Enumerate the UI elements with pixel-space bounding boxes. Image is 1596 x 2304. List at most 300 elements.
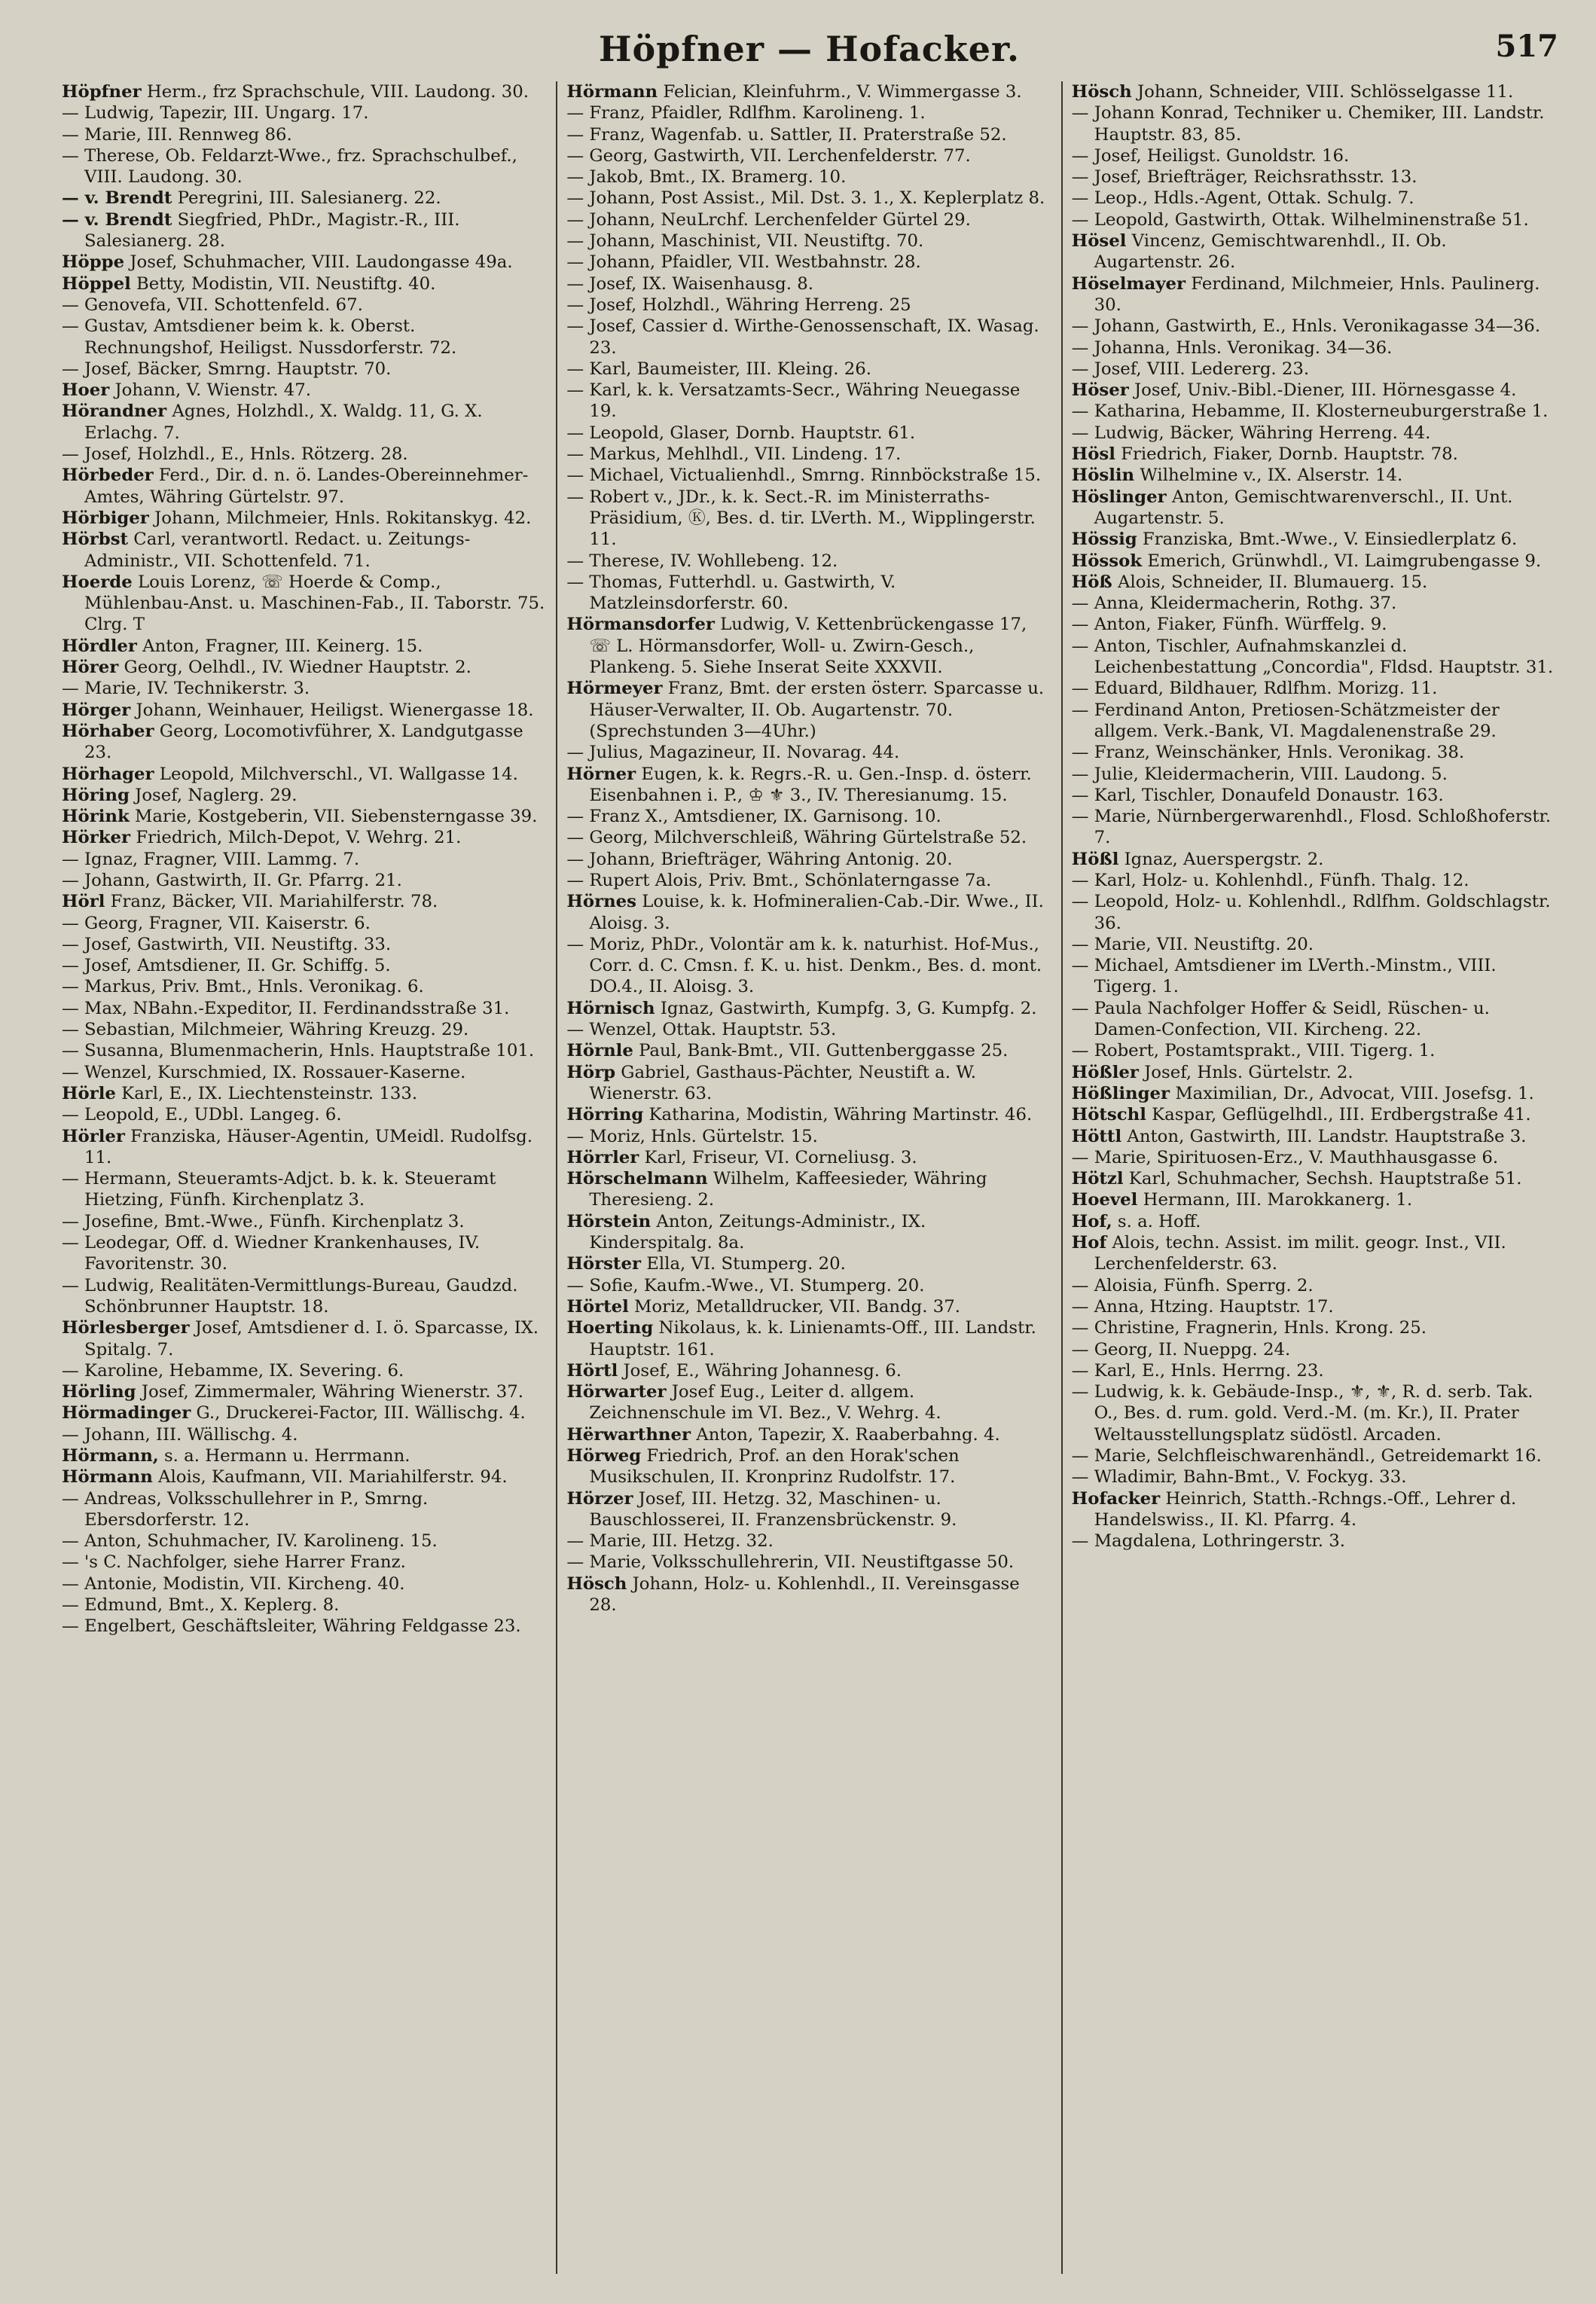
entry-details: — Susanna, Blumenmacherin, Hnls. Hauptstraße 101. — [62, 1041, 535, 1061]
directory-entry — [62, 209, 547, 252]
entry-details: Kaspar, Geflügelhdl., III. Erdbergstraße 41. — [1146, 1105, 1531, 1125]
entry-details: Louise, k. k. Hofmineralien-Cab.-Dir. Wwe., II. Aloisg. 3. — [589, 892, 1044, 933]
entry-surname: Hörmadinger — [62, 1403, 191, 1424]
directory-entry — [566, 1317, 1051, 1360]
entry-details: Siegfried, PhDr., Magistr.-R., III. Salesianerg. 28. — [84, 209, 460, 252]
entry-details: — Ignaz, Fragner, VIII. Lammg. 7. — [62, 849, 360, 869]
directory-entry — [62, 1381, 547, 1402]
entry-surname: Hörp — [566, 1062, 616, 1082]
entry-details: Ella, VI. Stumperg. 20. — [640, 1254, 846, 1274]
directory-entry — [62, 465, 547, 508]
column-middle — [556, 81, 1060, 2274]
entry-details: Anton, Gemischtwarenverschl., II. Unt. Augartenstr. 5. — [1094, 487, 1513, 528]
entry-details: Josef, Univ.-Bibl.-Diener, III. Hörnesgasse 4. — [1128, 380, 1517, 401]
entry-surname: Hörger — [62, 700, 131, 720]
entry-surname: Höß — [1071, 572, 1112, 592]
entry-surname: Hösel — [1071, 231, 1127, 252]
entry-surname: Hörnisch — [566, 998, 655, 1018]
entry-surname: Hösl — [1071, 444, 1115, 465]
entry-surname: Höppe — [62, 252, 125, 273]
directory-entry — [62, 721, 547, 764]
entry-surname: Hörker — [62, 828, 131, 848]
directory-entry — [1072, 785, 1557, 806]
entry-details: — Michael, Amtsdiener im LVerth.-Minstm., VIII. Tigerg. 1. — [1071, 956, 1497, 997]
directory-entry — [1072, 359, 1557, 380]
directory-entry — [1072, 1104, 1557, 1125]
directory-entry — [566, 444, 1051, 465]
directory-entry — [566, 81, 1051, 102]
entry-surname: Hördler — [62, 636, 137, 656]
directory-entry — [1072, 1445, 1557, 1466]
entry-details: — Anton, Schuhmacher, IV. Karolineng. 15. — [62, 1531, 438, 1552]
directory-entry — [1072, 1211, 1557, 1232]
directory-entry — [566, 614, 1051, 678]
directory-entry — [566, 273, 1051, 294]
directory-entry — [62, 764, 547, 785]
directory-entry — [566, 1168, 1051, 1211]
entry-details: — Andreas, Volksschullehrer in P., Smrng. Ebersdorferstr. 12. — [62, 1488, 429, 1530]
entry-details: Maximilian, Dr., Advocat, VIII. Josefsg. 1. — [1170, 1083, 1534, 1103]
directory-entry — [566, 806, 1051, 827]
directory-entry — [62, 891, 547, 912]
entry-details: Herm., frz Sprachschule, VIII. Laudong. 30. — [141, 82, 529, 102]
directory-entry — [1072, 849, 1557, 870]
entry-surname: Hörink — [62, 807, 130, 827]
entry-details: — 's C. Nachfolger, siehe Harrer Franz. — [62, 1552, 406, 1573]
entry-details: s. a. Hoff. — [1112, 1211, 1201, 1231]
entry-details: — Josef, VIII. Ledererg. 23. — [1071, 359, 1310, 379]
directory-entry — [62, 1360, 547, 1381]
entry-details: — Josef, Gastwirth, VII. Neustiftg. 33. — [62, 934, 392, 954]
entry-details: — Marie, Spirituosen-Erz., V. Mauthhausgasse 6. — [1071, 1147, 1499, 1167]
directory-entry — [566, 1040, 1051, 1061]
entry-details: — Johann, Gastwirth, II. Gr. Pfarrg. 21. — [62, 870, 402, 890]
entry-surname: Hoer — [62, 380, 110, 401]
entry-details: — Rupert Alois, Priv. Bmt., Schönlaterngasse 7a. — [566, 870, 992, 890]
entry-details: — Moriz, PhDr., Volontär am k. k. naturhist. Hof-Mus., Corr. d. C. Cmsn. f. K. u. hist. Denkm., Bes. d. mont. DO.4., II. Aloisg. 3. — [566, 934, 1042, 997]
entry-details: — Karl, Tischler, Donaufeld Donaustr. 163. — [1071, 785, 1444, 805]
entry-details: — Josef, Bäcker, Smrng. Hauptstr. 70. — [62, 359, 392, 379]
entry-details: — Christine, Fragnerin, Hnls. Krong. 25. — [1071, 1318, 1427, 1338]
directory-entry — [62, 1445, 547, 1466]
entry-details: — Antonie, Modistin, VII. Kircheng. 40. — [62, 1573, 405, 1594]
entry-surname: — v. Brendt — [62, 188, 172, 209]
directory-entry — [62, 1402, 547, 1424]
entry-details: — Johann, III. Wällischg. 4. — [62, 1424, 298, 1445]
directory-entry — [566, 1275, 1051, 1296]
entry-surname: Hörandner — [62, 401, 167, 422]
directory-entry — [1072, 1360, 1557, 1381]
entry-surname: Hörbst — [62, 529, 129, 550]
directory-entry — [1072, 465, 1557, 486]
directory-entry — [1072, 1083, 1557, 1104]
directory-entry — [566, 891, 1051, 934]
directory-entry — [62, 1594, 547, 1616]
entry-details: — Johann, NeuLrchf. Lerchenfelder Gürtel 29. — [566, 209, 971, 230]
entry-details: — Ludwig, Realitäten-Vermittlungs-Bureau, Gaudzd. Schönbrunner Hauptstr. 18. — [62, 1275, 518, 1317]
entry-details: — Aloisia, Fünfh. Sperrg. 2. — [1071, 1275, 1314, 1295]
page-number: 517 — [1495, 29, 1558, 64]
directory-entry — [566, 316, 1051, 359]
directory-entry — [1072, 423, 1557, 444]
entry-details: — Anton, Fiaker, Fünfh. Würffelg. 9. — [1071, 615, 1387, 635]
directory-entry — [566, 1147, 1051, 1168]
entry-details: — Wladimir, Bahn-Bmt., V. Fockyg. 33. — [1071, 1467, 1407, 1488]
entry-details: — Therese, Ob. Feldarzt-Wwe., frz. Sprachschulbef., VIII. Laudong. 30. — [62, 145, 517, 188]
directory-entry — [1072, 742, 1557, 763]
directory-entry — [62, 273, 547, 294]
directory-entry — [566, 1253, 1051, 1274]
directory-entry — [62, 1232, 547, 1275]
entry-details: Louis Lorenz, ☏ Hoerde & Comp., Mühlenbau-Anst. u. Maschinen-Fab., II. Taborstr. 75. Clrg. T — [84, 572, 545, 635]
directory-entry — [566, 102, 1051, 124]
entry-details: — Thomas, Futterhdl. u. Gastwirth, V. Matzleinsdorferstr. 60. — [566, 572, 896, 614]
directory-entry — [566, 465, 1051, 486]
directory-entry — [62, 1552, 547, 1573]
entry-details: — Marie, Volksschullehrerin, VII. Neustiftgasse 50. — [566, 1552, 1015, 1573]
entry-details: — Julie, Kleidermacherin, VIII. Laudong. 5. — [1071, 764, 1448, 784]
entry-details: — Leopold, Gastwirth, Ottak. Wilhelminenstraße 51. — [1071, 209, 1529, 230]
entry-details: Georg, Oelhdl., IV. Wiedner Hauptstr. 2. — [118, 658, 471, 678]
entry-details: Ferdinand, Milchmeier, Hnls. Paulinerg. 30. — [1094, 273, 1540, 315]
directory-entry — [62, 508, 547, 529]
directory-entry — [566, 678, 1051, 742]
entry-details: — Sofie, Kaufm.-Wwe., VI. Stumperg. 20. — [566, 1275, 925, 1295]
directory-entry — [566, 934, 1051, 998]
entry-details: — Engelbert, Geschäftsleiter, Währing Feldgasse 23. — [62, 1616, 521, 1637]
entry-details: — Josef, Holzhdl., E., Hnls. Rötzerg. 28. — [62, 444, 408, 465]
entry-surname: Hof — [1071, 1233, 1107, 1253]
directory-entry — [566, 1360, 1051, 1381]
entry-details: G., Druckerei-Factor, III. Wällischg. 4. — [191, 1403, 526, 1424]
entry-details: Josef, III. Hetzg. 32, Maschinen- u. Bauschlosserei, II. Franzensbrückenstr. 9. — [589, 1488, 957, 1530]
directory-entry — [566, 551, 1051, 572]
entry-details: — Hermann, Steueramts-Adjct. b. k. k. Steueramt Hietzing, Fünfh. Kirchenplatz 3. — [62, 1169, 496, 1210]
directory-entry — [1072, 316, 1557, 337]
entry-details: — Johann, Pfaidler, VII. Westbahnstr. 28. — [566, 252, 921, 273]
directory-entry — [62, 785, 547, 806]
entry-surname: Höslin — [1071, 465, 1135, 486]
entry-details: Friedrich, Fiaker, Dornb. Hauptstr. 78. — [1115, 444, 1458, 465]
entry-details: Friedrich, Milch-Depot, V. Wehrg. 21. — [130, 828, 462, 848]
entry-details: Felician, Kleinfuhrm., V. Wimmergasse 3. — [658, 82, 1022, 102]
entry-details: — Edmund, Bmt., X. Keplerg. 8. — [62, 1595, 340, 1616]
entry-details: Eugen, k. k. Regrs.-R. u. Gen.-Insp. d. österr. Eisenbahnen i. P., ♔ ⚜ 3., IV. Theresianumg. 15. — [589, 764, 1032, 805]
column-left — [53, 81, 556, 2274]
directory-entry — [1072, 1126, 1557, 1147]
directory-entry — [62, 145, 547, 188]
entry-surname: Hörner — [566, 764, 636, 784]
entry-details: — Leop., Hdls.-Agent, Ottak. Schulg. 7. — [1071, 188, 1414, 209]
directory-entry — [566, 998, 1051, 1019]
directory-entry — [1072, 1296, 1557, 1317]
directory-entry — [1072, 1381, 1557, 1445]
directory-entry — [62, 955, 547, 976]
directory-entry — [62, 636, 547, 657]
entry-details: — Robert v., JDr., k. k. Sect.-R. im Ministerraths-Präsidium, Ⓚ, Bes. d. tir. LVerth. M., Wipplingerstr. 11. — [566, 487, 1036, 550]
directory-entry — [566, 827, 1051, 848]
entry-surname: Hörmann, — [62, 1446, 159, 1466]
entry-surname: Hörmansdorfer — [566, 615, 715, 635]
entry-details: Karl, Schuhmacher, Sechsh. Hauptstraße 51. — [1123, 1169, 1522, 1189]
directory-entry — [1072, 636, 1557, 679]
entry-details: — Paula Nachfolger Hoffer & Seidl, Rüschen- u. Damen-Confection, VII. Kircheng. 22. — [1071, 998, 1490, 1040]
directory-entry — [1072, 337, 1557, 359]
entry-details: — Marie, Nürnbergerwarenhdl., Flosd. Schloßhoferstr. 7. — [1071, 807, 1552, 848]
entry-details: Carl, verantwortl. Redact. u. Zeitungs-Administr., VII. Schottenfeld. 71. — [84, 529, 471, 571]
directory-entry — [566, 1488, 1051, 1531]
directory-entry — [1072, 1168, 1557, 1189]
entry-surname: Höselmayer — [1071, 273, 1186, 294]
directory-entry — [62, 81, 547, 102]
running-head: Höpfner — Hofacker. — [599, 29, 1020, 69]
entry-surname: Hörtl — [566, 1360, 618, 1381]
entry-surname: Höser — [1071, 380, 1129, 401]
entry-surname: Hörzer — [566, 1488, 633, 1509]
directory-entry — [566, 1126, 1051, 1147]
directory-entry — [566, 1211, 1051, 1254]
directory-entry — [1072, 1147, 1557, 1168]
entry-surname: Hörweg — [566, 1446, 642, 1466]
entry-surname: Hoerting — [566, 1318, 654, 1338]
entry-details: — Anton, Tischler, Aufnahmskanzlei d. Leichenbestattung „Concordia", Fldsd. Hauptstr. 31. — [1071, 636, 1554, 678]
directory-entry — [1072, 529, 1557, 550]
directory-entry — [1072, 678, 1557, 699]
entry-surname: Hörler — [62, 1126, 125, 1146]
entry-surname: Hörstein — [566, 1211, 652, 1231]
directory-entry — [566, 1424, 1051, 1445]
directory-entry — [1072, 551, 1557, 572]
entry-details: — Anna, Kleidermacherin, Rothg. 37. — [1071, 594, 1397, 614]
entry-details: Wilhelmine v., IX. Alserstr. 14. — [1134, 465, 1403, 486]
entry-surname: Hörschelmann — [566, 1169, 708, 1189]
entry-surname: Hërwarthner — [566, 1424, 691, 1445]
entry-details: — Franz X., Amtsdiener, IX. Garnisong. 10. — [566, 807, 941, 827]
directory-entry — [62, 572, 547, 636]
entry-details: — Michael, Victualienhdl., Smrng. Rinnböckstraße 15. — [566, 465, 1042, 486]
entry-surname: Hössig — [1071, 529, 1137, 550]
directory-entry — [1072, 102, 1557, 145]
directory-entry — [566, 294, 1051, 316]
entry-surname: Höpfner — [62, 82, 142, 102]
entry-details: Anton, Tapezir, X. Raaberbahng. 4. — [690, 1424, 1000, 1445]
entry-details: — Josef, Heiligst. Gunoldstr. 16. — [1071, 145, 1350, 166]
entry-details: — Karl, E., Hnls. Herrng. 23. — [1071, 1360, 1324, 1381]
directory-entry — [1072, 1317, 1557, 1338]
directory-entry — [1072, 1339, 1557, 1360]
entry-details: Agnes, Holzhdl., X. Waldg. 11, G. X. Erlachg. 7. — [84, 401, 483, 443]
entry-details: Ferd., Dir. d. n. ö. Landes-Obereinnehmer-Amtes, Währing Gürtelstr. 97. — [84, 465, 529, 507]
entry-details: — Franz, Weinschänker, Hnls. Veronikag. 38. — [1071, 743, 1465, 763]
entry-details: Marie, Kostgeberin, VII. Siebensterngasse 39. — [129, 807, 538, 827]
entry-details: — Eduard, Bildhauer, Rdlfhm. Morizg. 11. — [1071, 679, 1438, 699]
entry-details: Josef, E., Währing Johannesg. 6. — [618, 1360, 902, 1381]
entry-details: — Marie, Selchfleischwarenhändl., Getreidemarkt 16. — [1071, 1446, 1542, 1466]
directory-entry — [62, 124, 547, 145]
entry-details: Heinrich, Statth.-Rchngs.-Off., Lehrer d. Handelswiss., II. Kl. Pfarrg. 4. — [1094, 1488, 1517, 1530]
directory-entry — [1072, 487, 1557, 529]
directory-entry — [62, 1062, 547, 1083]
entry-surname: Hößler — [1071, 1062, 1139, 1082]
directory-entry — [566, 870, 1051, 891]
entry-details: Josef, Amtsdiener d. I. ö. Sparcasse, IX. Spitalg. 7. — [84, 1318, 539, 1360]
directory-entry — [566, 145, 1051, 166]
directory-entry — [62, 316, 547, 359]
entry-details: Leopold, Milchverschl., VI. Wallgasse 14. — [154, 764, 518, 784]
entry-surname: Hötzl — [1071, 1169, 1124, 1189]
directory-entry — [566, 380, 1051, 423]
directory-entry — [62, 294, 547, 316]
directory-entry — [62, 1275, 547, 1318]
entry-details: — Moriz, Hnls. Gürtelstr. 15. — [566, 1126, 818, 1146]
entry-details: Alois, Schneider, II. Blumauerg. 15. — [1112, 572, 1428, 592]
entry-surname: Hörle — [62, 1083, 116, 1103]
directory-entry — [566, 230, 1051, 252]
entry-details: — Marie, III. Rennweg 86. — [62, 124, 292, 145]
entry-details: — Georg, Fragner, VII. Kaiserstr. 6. — [62, 913, 371, 933]
directory-entry — [62, 1530, 547, 1552]
entry-details: Alois, Kaufmann, VII. Mariahilferstr. 94. — [152, 1467, 508, 1488]
directory-entry — [566, 1573, 1051, 1616]
entry-details: — Jakob, Bmt., IX. Bramerg. 10. — [566, 167, 847, 188]
directory-entry — [62, 529, 547, 572]
entry-surname: Hössok — [1071, 551, 1143, 571]
directory-entry — [62, 1466, 547, 1488]
directory-entry — [62, 1040, 547, 1061]
entry-surname: Höslinger — [1071, 487, 1167, 507]
entry-surname: Hofacker — [1071, 1488, 1161, 1509]
directory-entry — [62, 1488, 547, 1531]
directory-entry — [1072, 998, 1557, 1041]
entry-details: — Georg, Milchverschleiß, Währing Gürtelstraße 52. — [566, 828, 1027, 848]
directory-entry — [1072, 1466, 1557, 1488]
directory-entry — [1072, 273, 1557, 316]
directory-entry — [1072, 81, 1557, 102]
directory-entry — [566, 742, 1051, 763]
entry-details: — Gustav, Amtsdiener beim k. k. Oberst. Rechnungshof, Heiligst. Nussdorferstr. 72. — [62, 316, 457, 358]
directory-entry — [62, 444, 547, 465]
entry-details: — Leopold, Glaser, Dornb. Hauptstr. 61. — [566, 423, 916, 443]
entry-details: — Genovefa, VII. Schottenfeld. 67. — [62, 294, 363, 315]
entry-details: Hermann, III. Marokkanerg. 1. — [1137, 1190, 1413, 1210]
directory-entry — [1072, 614, 1557, 635]
entry-details: — Josef, Holzhdl., Währing Herreng. 25 — [566, 294, 911, 315]
directory-entry — [1072, 764, 1557, 785]
entry-details: — Johanna, Hnls. Veronikag. 34—36. — [1071, 337, 1393, 358]
entry-surname: Höring — [62, 785, 130, 805]
directory-entry — [62, 1019, 547, 1040]
directory-entry — [566, 1062, 1051, 1105]
directory-entry — [62, 252, 547, 273]
entry-details: Johann, Holz- u. Kohlenhdl., II. Vereinsgasse 28. — [589, 1573, 1020, 1616]
entry-details: Karl, Friseur, VI. Corneliusg. 3. — [639, 1147, 917, 1167]
entry-details: — Ludwig, Tapezir, III. Ungarg. 17. — [62, 103, 369, 124]
directory-entry — [62, 934, 547, 955]
entry-surname: Hörmann — [62, 1467, 153, 1488]
entry-details: — Karoline, Hebamme, IX. Severing. 6. — [62, 1360, 404, 1381]
directory-entry — [1072, 891, 1557, 934]
entry-details: Franziska, Häuser-Agentin, UMeidl. Rudolfsg. 11. — [84, 1126, 533, 1167]
entry-details: Nikolaus, k. k. Linienamts-Off., III. Landstr. Hauptstr. 161. — [589, 1318, 1036, 1360]
directory-entry — [566, 252, 1051, 273]
directory-entry — [62, 827, 547, 848]
directory-entry — [62, 1616, 547, 1637]
entry-details: — Therese, IV. Wohllebeng. 12. — [566, 551, 838, 571]
entry-surname: Höttl — [1071, 1126, 1122, 1146]
directory-entry — [62, 188, 547, 209]
entry-details: — Josef, Cassier d. Wirthe-Genossenschaft, IX. Wasag. 23. — [566, 316, 1039, 358]
directory-entry — [566, 209, 1051, 230]
entry-details: Johann, Milchmeier, Hnls. Rokitanskyg. 42. — [148, 508, 532, 528]
directory-entry — [62, 976, 547, 997]
entry-details: Betty, Modistin, VII. Neustiftg. 40. — [130, 273, 436, 294]
entry-surname: Hörring — [566, 1105, 644, 1125]
directory-entry — [1072, 209, 1557, 230]
directory-entry — [1072, 230, 1557, 273]
entry-details: — Markus, Mehlhdl., VII. Lindeng. 17. — [566, 444, 902, 465]
entry-details: — Josef, Amtsdiener, II. Gr. Schiffg. 5. — [62, 956, 391, 976]
entry-details: Franz, Bäcker, VII. Mariahilferstr. 78. — [105, 892, 438, 912]
entry-details: — Leopold, Holz- u. Kohlenhdl., Rdlfhm. Goldschlagstr. 36. — [1071, 892, 1551, 933]
directory-entry — [62, 806, 547, 827]
entry-details: Ignaz, Auerspergstr. 2. — [1118, 849, 1324, 869]
directory-entry — [62, 1573, 547, 1594]
entry-details: — Karl, Holz- u. Kohlenhdl., Fünfh. Thalg. 12. — [1071, 870, 1469, 890]
entry-surname: Hörmann — [566, 82, 658, 102]
entry-details: Vincenz, Gemischtwarenhdl., II. Ob. Augartenstr. 26. — [1094, 231, 1447, 273]
directory-entry — [566, 1019, 1051, 1040]
entry-details: — Ludwig, Bäcker, Währing Herreng. 44. — [1071, 423, 1431, 443]
directory-entry — [1072, 401, 1557, 422]
entry-details: Franziska, Bmt.-Wwe., V. Einsiedlerplatz 6. — [1137, 529, 1518, 550]
entry-details: Josef Eug., Leiter d. allgem. Zeichnenschule im VI. Bez., V. Wehrg. 4. — [589, 1382, 941, 1424]
entry-details: — Marie, III. Hetzg. 32. — [566, 1531, 774, 1552]
entry-details: — Georg, Gastwirth, VII. Lerchenfelderstr. 77. — [566, 145, 971, 166]
entry-details: Johann, Schneider, VIII. Schlösselgasse 11. — [1131, 82, 1514, 102]
entry-details: Anton, Zeitungs-Administr., IX. Kinderspitalg. 8a. — [589, 1211, 926, 1253]
entry-details: — Anna, Htzing. Hauptstr. 17. — [1071, 1296, 1334, 1317]
entry-surname: Hötschl — [1071, 1105, 1146, 1125]
entry-details: Karl, E., IX. Liechtensteinstr. 133. — [115, 1083, 418, 1103]
entry-details: Franz, Bmt. der ersten österr. Sparcasse u. Häuser-Verwalter, II. Ob. Augartenstr. 70. (Sprechstunden 3—4Uhr.) — [589, 679, 1045, 741]
entry-surname: Hößl — [1071, 849, 1119, 869]
directory-entry — [62, 102, 547, 124]
directory-entry — [62, 657, 547, 678]
directory-entry — [62, 401, 547, 444]
entry-surname: Hörster — [566, 1254, 641, 1274]
entry-details: Anton, Gastwirth, III. Landstr. Hauptstraße 3. — [1121, 1126, 1527, 1146]
entry-surname: — v. Brendt — [62, 209, 172, 230]
column-right — [1061, 81, 1566, 2274]
directory-entry — [566, 423, 1051, 444]
directory-entry — [566, 849, 1051, 870]
entry-details: Katharina, Modistin, Währing Martinstr. 46. — [643, 1105, 1033, 1125]
directory-entry — [566, 124, 1051, 145]
entry-surname: Hörer — [62, 658, 119, 678]
entry-details: Anton, Fragner, III. Keinerg. 15. — [136, 636, 423, 656]
directory-entry — [62, 1424, 547, 1445]
directory-entry — [566, 166, 1051, 188]
entry-surname: Hoerde — [62, 572, 133, 592]
directory-entry — [62, 1104, 547, 1125]
entry-details: — Franz, Wagenfab. u. Sattler, II. Praterstraße 52. — [566, 124, 1007, 145]
entry-details: Wilhelm, Kaffeesieder, Währing Theresieng. 2. — [589, 1169, 987, 1210]
entry-surname: Hörling — [62, 1382, 136, 1402]
entry-details: — Josefine, Bmt.-Wwe., Fünfh. Kirchenplatz 3. — [62, 1211, 465, 1231]
entry-surname: Hof, — [1071, 1211, 1112, 1231]
entry-details: Gabriel, Gasthaus-Pächter, Neustift a. W. Wienerstr. 63. — [589, 1062, 976, 1103]
entry-details: — Josef, Briefträger, Reichsrathsstr. 13. — [1071, 167, 1417, 188]
